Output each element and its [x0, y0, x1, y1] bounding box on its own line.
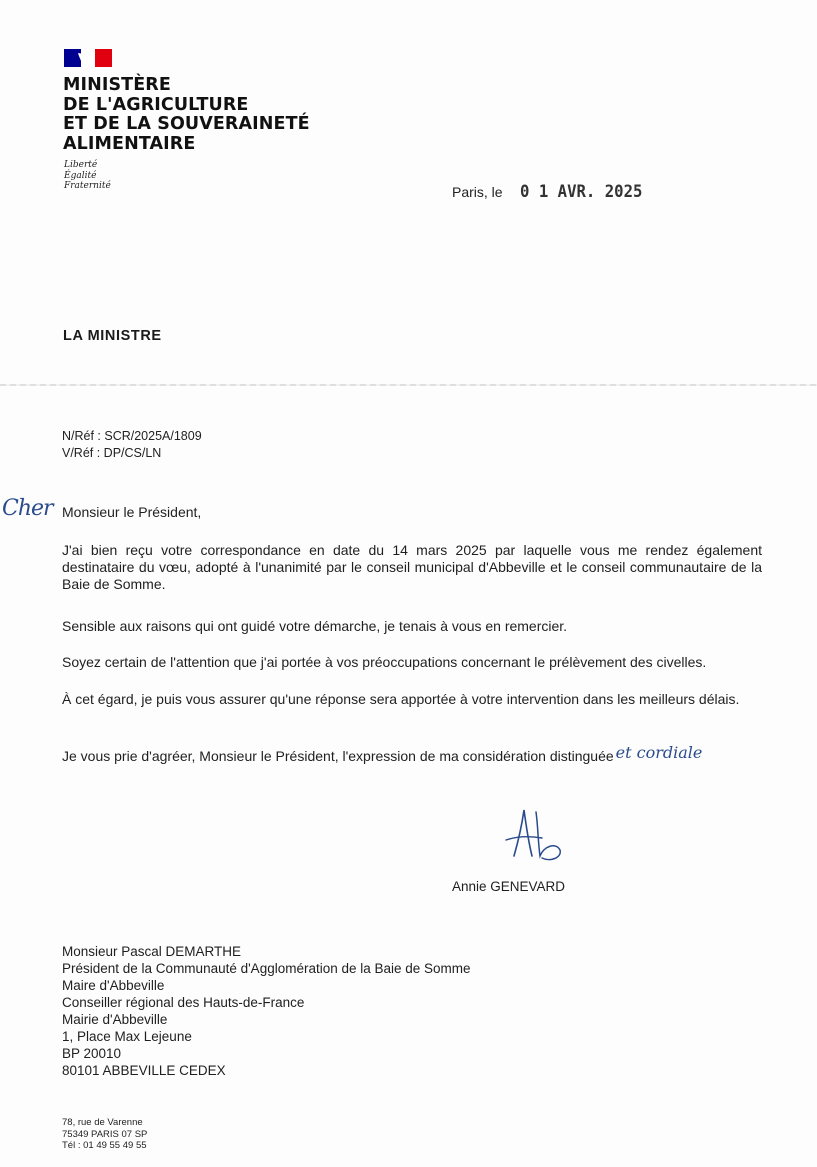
handwritten-cher: Cher [2, 496, 53, 521]
closing-text: Je vous prie d'agréer, Monsieur le Président, l'expression de ma considération distinguée [62, 748, 614, 764]
ministry-line: ET DE LA SOUVERAINETÉ [63, 114, 310, 134]
marianne-flag-logo [64, 49, 112, 67]
address-line: Conseiller régional des Hauts-de-France [62, 995, 305, 1010]
handwritten-cordiale: et cordiale [615, 743, 703, 762]
references [62, 428, 202, 462]
address-line: Mairie d'Abbeville [62, 1012, 168, 1027]
your-reference: V/Réf : DP/CS/LN [62, 446, 162, 460]
body-paragraph: À cet égard, je puis vous assurer qu'une réponse sera apportée à votre intervention dans les meilleurs délais. [62, 691, 740, 707]
address-line: Maire d'Abbeville [62, 978, 165, 993]
address-line: Monsieur Pascal DEMARTHE [62, 944, 242, 959]
ministry-footer-address [62, 1117, 147, 1152]
date-line [452, 182, 654, 202]
ministry-line: DE L'AGRICULTURE [63, 94, 249, 115]
signer-name: Annie GENEVARD [452, 879, 566, 894]
motto-line: Fraternité [64, 181, 111, 191]
motto-line: Liberté [64, 160, 98, 170]
recipient-address [62, 943, 471, 1079]
footer-line: Tél : 01 49 55 49 55 [62, 1140, 147, 1151]
ministry-name [63, 76, 310, 154]
our-reference: N/Réf : SCR/2025A/1809 [62, 429, 202, 443]
ministry-line: ALIMENTAIRE [63, 133, 196, 154]
body-paragraph: J'ai bien reçu votre correspondance en date du 14 mars 2025 par laquelle vous me rendez également destinataire du vœu, adopté à l'unanimité par le conseil municipal d'Abbeville et le conseil communautaire de la Baie de Somme. [62, 542, 762, 592]
footer-line: 75349 PARIS 07 SP [62, 1128, 148, 1140]
body-paragraph: Sensible aux raisons qui ont guidé votre démarche, je tenais à vous en remercier. [62, 618, 568, 634]
date-prefix: Paris, le [452, 184, 503, 200]
footer-line: 78, rue de Varenne [62, 1117, 143, 1128]
date-stamp: 0 1 AVR. 2025 [520, 182, 643, 202]
republic-motto [64, 160, 111, 192]
motto-line: Égalité [64, 170, 97, 181]
sender-title: LA MINISTRE [63, 328, 162, 344]
handwritten-signature [500, 806, 570, 866]
body-paragraph: Soyez certain de l'attention que j'ai portée à vos préoccupations concernant le prélèvement des civelles. [62, 654, 707, 670]
address-line: Président de la Communauté d'Agglomération de la Baie de Somme [62, 961, 471, 976]
paper-fold-line [0, 384, 817, 386]
address-line: 80101 ABBEVILLE CEDEX [62, 1063, 226, 1078]
ministry-line: MINISTÈRE [63, 75, 171, 95]
address-line: 1, Place Max Lejeune [62, 1029, 192, 1044]
address-line: BP 20010 [62, 1046, 122, 1061]
salutation: Monsieur le Président, [62, 504, 202, 520]
closing-paragraph [62, 743, 762, 765]
